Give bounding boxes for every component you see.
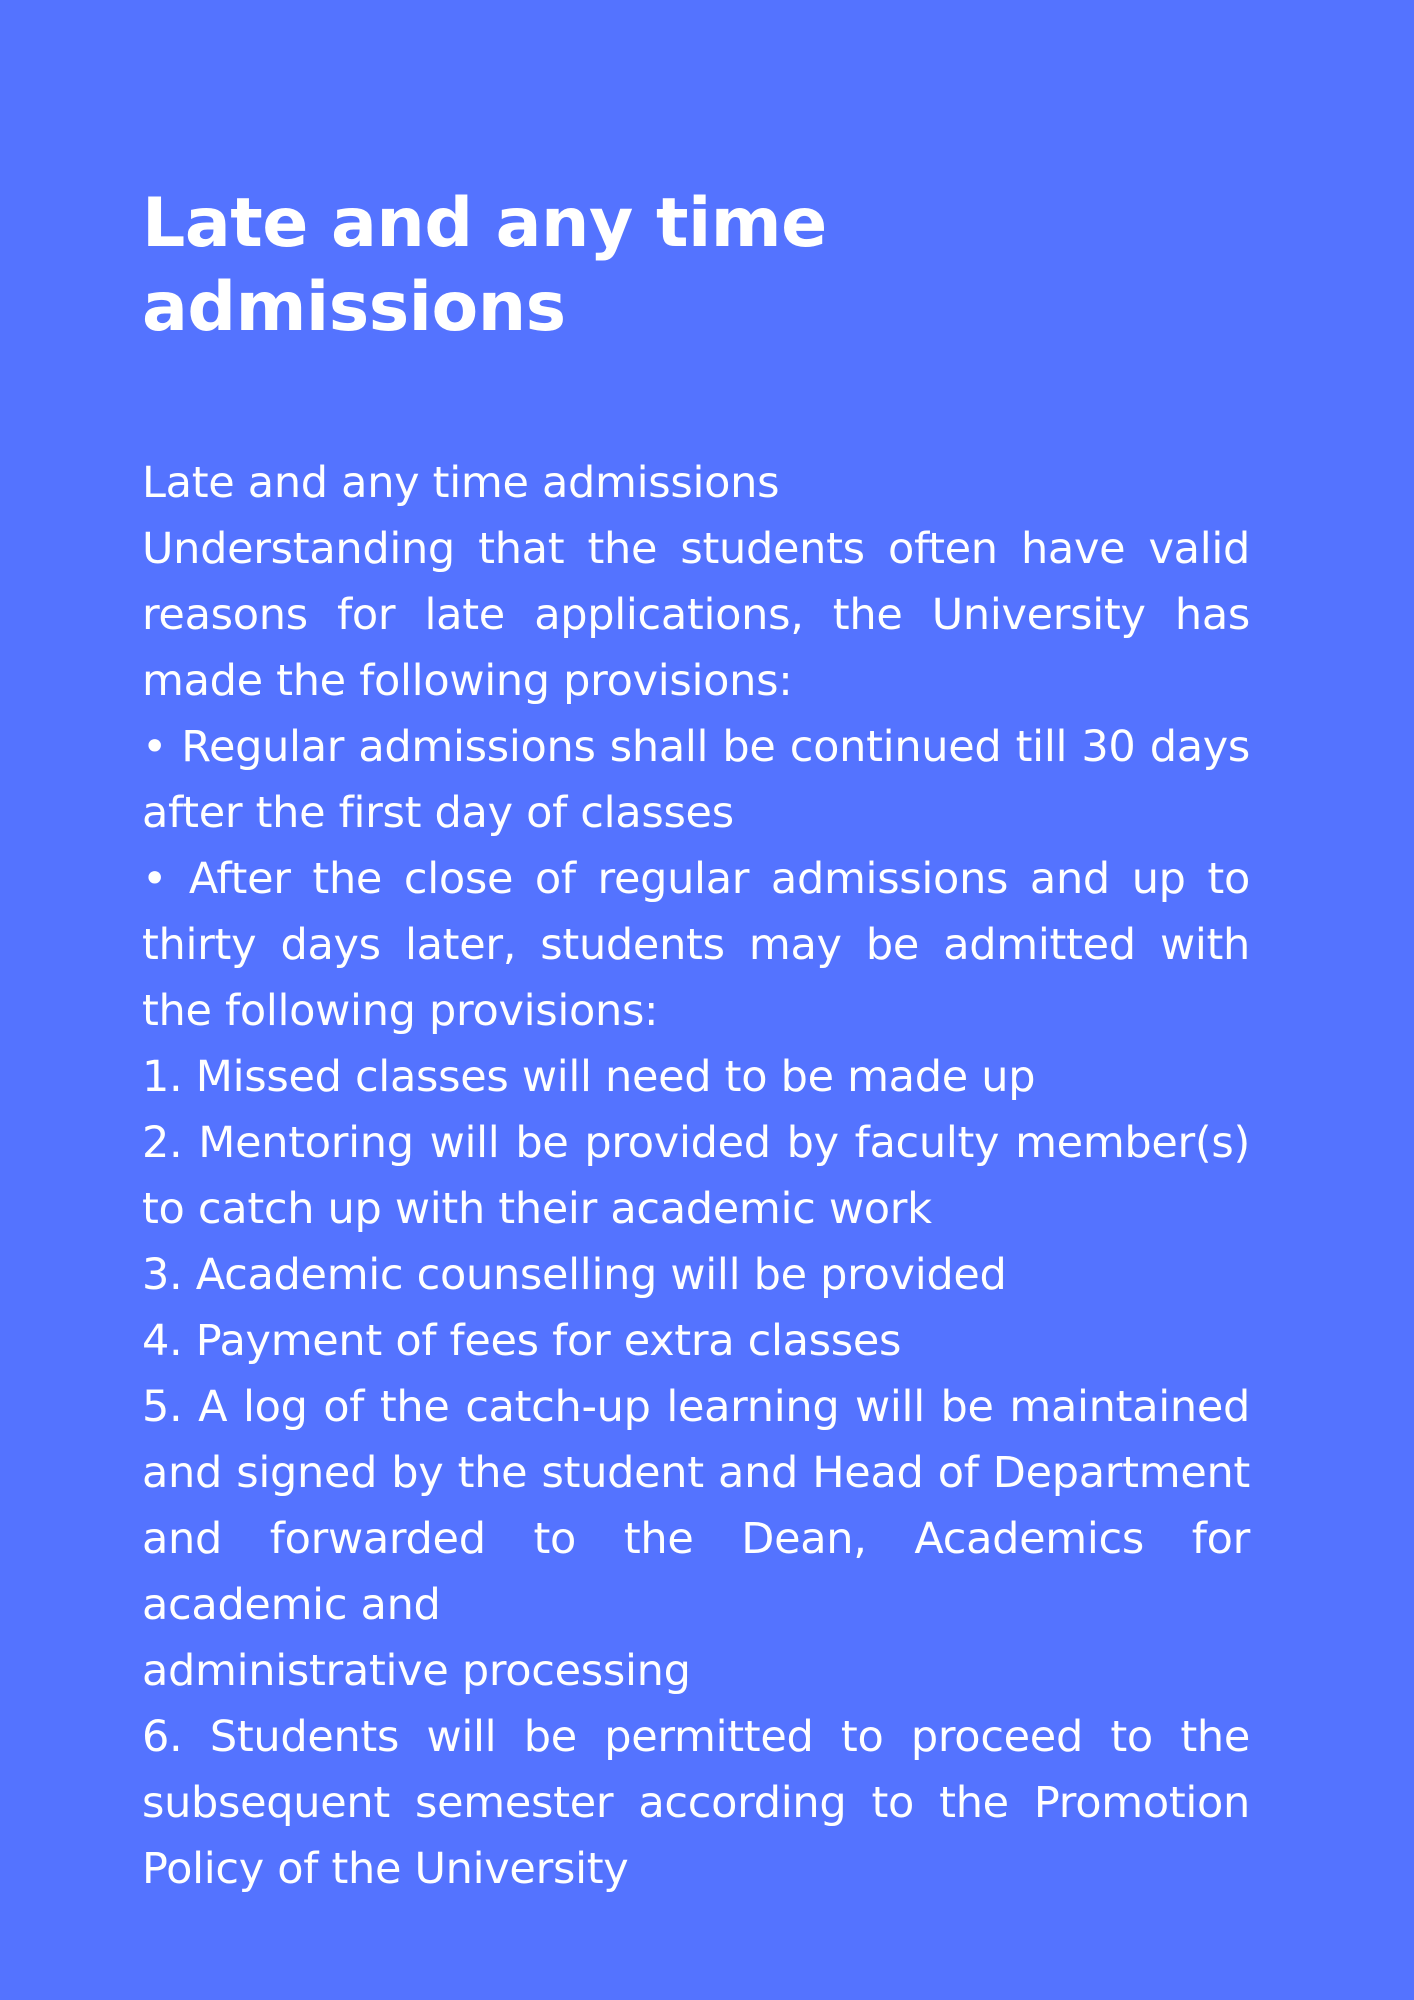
page-title: Late and any time admissions [142,184,827,347]
bullet-item: • After the close of regular admissions and up to thirty days later, students may be admitted with the following provisions: [142,854,1250,1036]
provision-item: 4. Payment of fees for extra classes [142,1316,902,1366]
provision-item: 5. A log of the catch-up learning will be maintained and signed by the student and Head of Department and forwarded to the Dean, Academics for academic and [142,1382,1250,1630]
section-heading: Late and any time admissions [142,458,780,508]
provision-item: 6. Students will be permitted to proceed to the subsequent semester according to the Promotion Policy of the University [142,1712,1250,1894]
provision-item: 3. Academic counselling will be provided [142,1250,1007,1300]
provision-item: 2. Mentoring will be provided by faculty member(s) to catch up with their academic work [142,1118,1250,1234]
bullet-item: • Regular admissions shall be continued till 30 days after the first day of classes [142,722,1250,838]
intro-paragraph: Understanding that the students often have valid reasons for late applications, the University has made the following provisions: [142,524,1250,706]
provision-item: 1. Missed classes will need to be made up [142,1052,1036,1102]
provision-item-continued: administrative processing [142,1646,691,1696]
document-body [142,450,1250,1902]
